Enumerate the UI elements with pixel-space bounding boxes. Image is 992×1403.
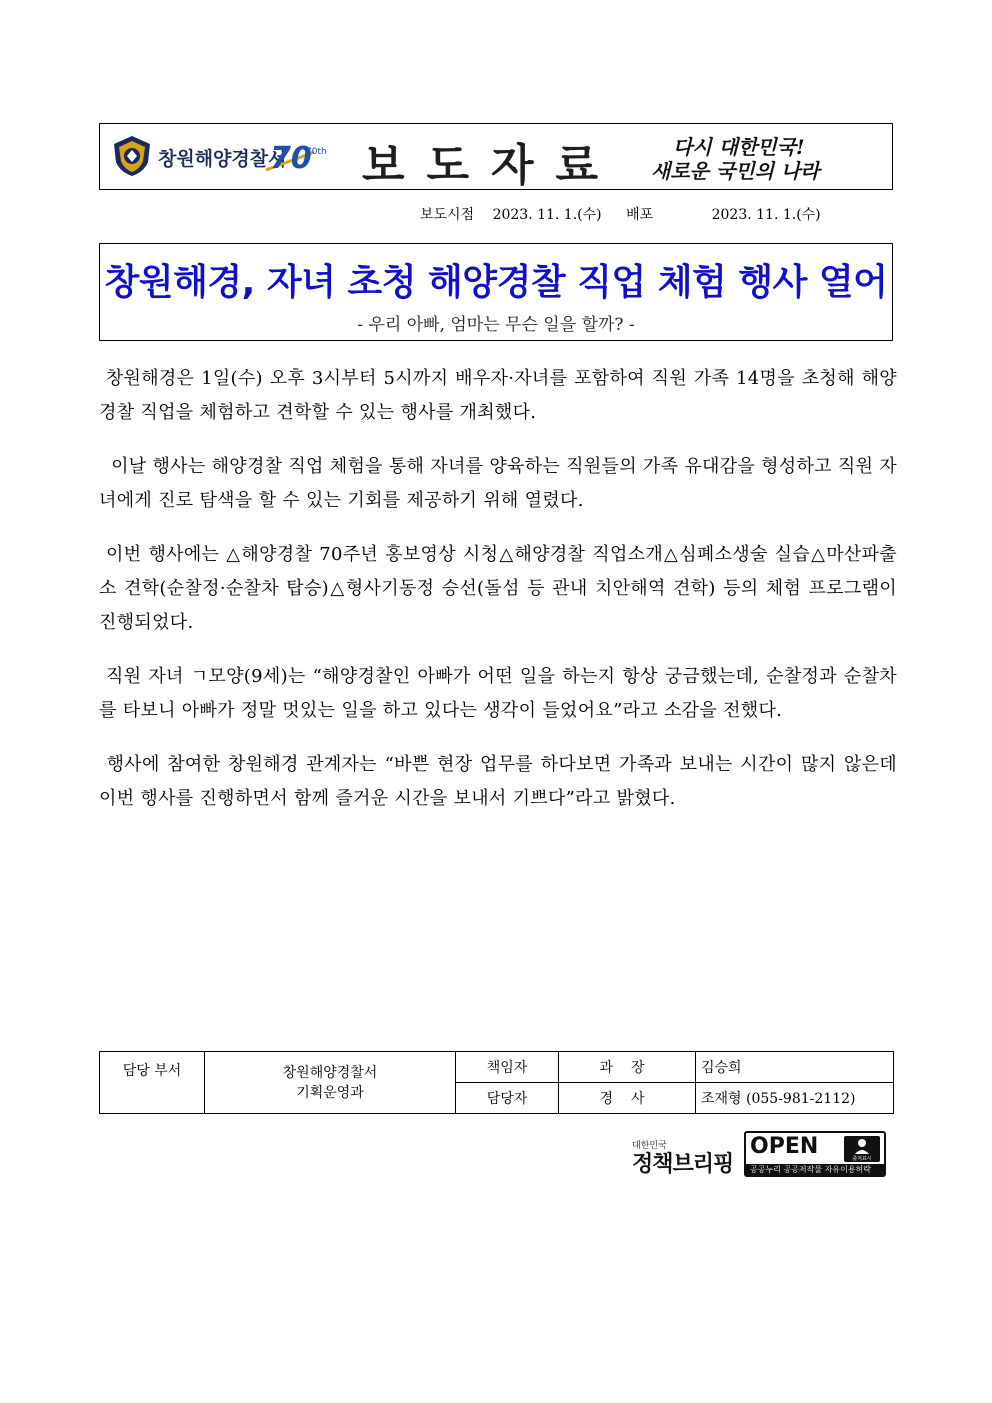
release-info: [420, 204, 825, 224]
distribution-label: 배포: [626, 207, 654, 223]
headline-box: [99, 243, 893, 341]
slogan-line1: 다시 대한민국!: [673, 135, 805, 159]
dept-line2: 기획운영과: [296, 1084, 364, 1101]
government-slogan: [645, 130, 885, 186]
table-row: [100, 1052, 894, 1083]
headline-title: 창원해경, 자녀 초청 해양경찰 직업 체험 행사 열어: [104, 262, 888, 303]
70th-anniversary-logo-icon: [260, 132, 327, 180]
body-paragraph: 행사에 참여한 창원해경 관계자는 “바쁜 현장 업무를 하다보면 가족과 보내는 시간이 많지 않은데 이번 행사를 진행하면서 함께 즐거운 시간을 보내서 기쁘다”라고 밝혔다.: [99, 754, 904, 809]
policy-briefing-logo: [632, 1138, 738, 1178]
open-label: OPEN: [750, 1134, 819, 1159]
release-time-label: 보도시점: [420, 207, 475, 223]
contact-role: 담당자: [456, 1083, 559, 1114]
anniversary-suffix: 70th: [306, 147, 327, 157]
body-paragraph: 직원 자녀 ㄱ모양(9세)는 “해양경찰인 아빠가 어떤 일을 하는지 항상 궁금했는데, 순찰정과 순찰차를 타보니 아빠가 정말 멋있는 일을 하고 있다는 생각이 들었어요”라고 소감을 전했다.: [99, 666, 897, 721]
kogl-open-badge: [744, 1131, 886, 1177]
body-paragraph: 이번 행사에는 △해양경찰 70주년 홍보영상 시청△해양경찰 직업소개△심폐소생술 실습△마산파출소 견학(순찰정·순찰차 탑승)△형사기동정 승선(돌섬 등 관내 치안해역 견학) 등의 체험 프로그램이 진행되었다.: [99, 544, 904, 633]
contact-rank: 경사: [559, 1083, 696, 1114]
article-body: [99, 362, 904, 836]
org-name: 창원해양경찰서: [158, 148, 287, 170]
body-paragraph: 창원해경은 1일(수) 오후 3시부터 5시까지 배우자·자녀를 포함하여 직원 가족 14명을 초청해 해양경찰 직업을 체험하고 견학할 수 있는 행사를 개최했다.: [99, 368, 897, 423]
svg-text:70: 70: [270, 141, 312, 176]
slogan-line2: 새로운 국민의 나라: [651, 159, 820, 183]
kogl-caption: 공공누리 공공저작물 자유이용허락: [750, 1165, 872, 1174]
dept-label: 담당 부서: [100, 1052, 205, 1114]
press-release-title: 보도자료: [362, 140, 621, 191]
contact-name: 조재형 (055-981-2112): [696, 1083, 894, 1114]
press-header: [99, 123, 893, 190]
kogl-caption-bar: [746, 1164, 884, 1177]
body-paragraph: 이날 행사는 해양경찰 직업 체험을 통해 자녀를 양육하는 직원들의 가족 유대감을 형성하고 직원 자녀에게 진로 탐색을 할 수 있는 기회를 제공하기 위해 열렸다.: [99, 456, 897, 511]
contact-rank: 과장: [559, 1052, 696, 1083]
dept-name: [205, 1052, 456, 1114]
coast-guard-emblem-icon: [110, 134, 154, 178]
release-time-value: 2023. 11. 1.(수): [492, 207, 602, 223]
headline-subtitle: - 우리 아빠, 엄마는 무슨 일을 할까? -: [357, 315, 635, 335]
contact-name: 김승희: [696, 1052, 894, 1083]
briefing-main-text: 정책브리핑: [632, 1152, 734, 1177]
contact-table: [99, 1051, 894, 1114]
distribution-value: 2023. 11. 1.(수): [711, 207, 821, 223]
dept-line1: 창원해양경찰서: [282, 1064, 378, 1081]
briefing-small-text: 대한민국: [632, 1141, 667, 1151]
attribution-caption: 출처표시: [852, 1156, 872, 1162]
contact-role: 책임자: [456, 1052, 559, 1083]
attribution-person-icon: [844, 1136, 880, 1162]
